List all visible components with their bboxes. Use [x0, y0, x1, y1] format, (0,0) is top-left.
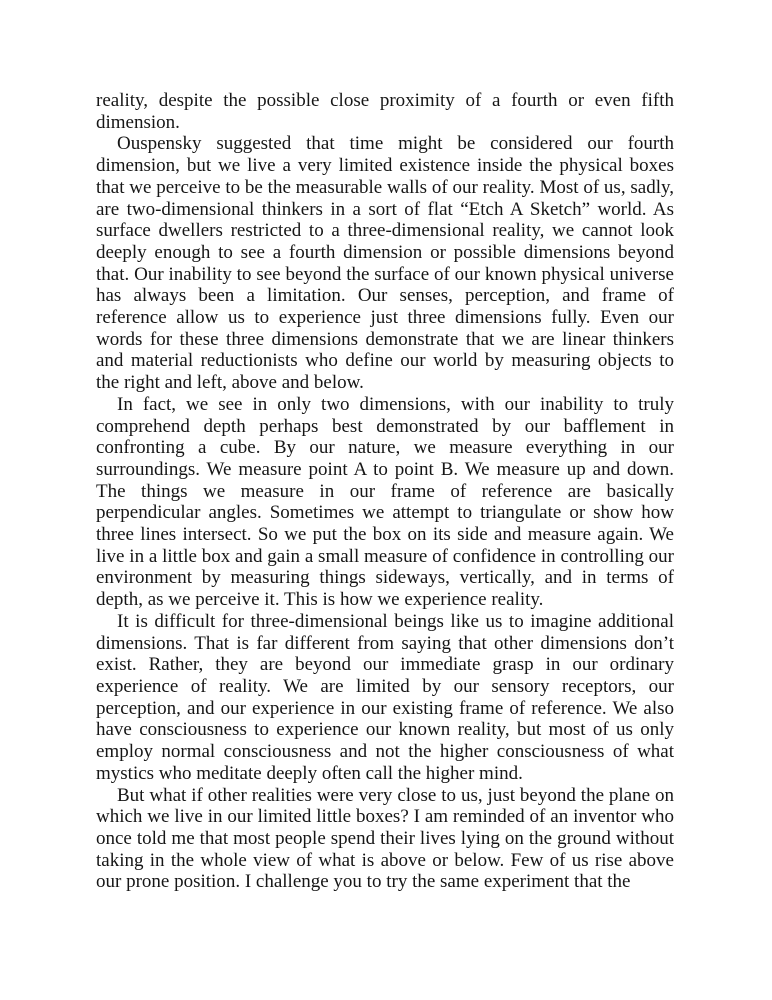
body-text — [96, 90, 674, 893]
paragraph-ouspensky: Ouspensky suggested that time might be considered our fourth dimension, but we live a very limited existence inside the physical boxes that we perceive to be the measurable walls of our reality. Most of us, sadly, are two-dimensional thinkers in a sort of flat “Etch A Sketch” world. As surface dwellers restricted to a three-dimensional reality, we cannot look deeply enough to see a fourth dimension or possible dimensions beyond that. Our inability to see beyond the surface of our known physical universe has always been a limitation. Our senses, perception, and frame of reference allow us to experience just three dimensions fully. Even our words for these three dimensions demonstrate that we are linear thinkers and material reductionists who define our world by measuring objects to the right and left, above and below. — [96, 133, 674, 394]
paragraph-continuation: reality, despite the possible close proximity of a fourth or even fifth dimension. — [96, 90, 674, 133]
paragraph-two-dimensions: In fact, we see in only two dimensions, with our inability to truly comprehend depth perhaps best demonstrated by our bafflement in confronting a cube. By our nature, we measure everything in our surroundings. We measure point A to point B. We measure up and down. The things we measure in our frame of reference are basically perpendicular angles. Sometimes we attempt to triangulate or show how three lines intersect. So we put the box on its side and measure again. We live in a little box and gain a small measure of confidence in controlling our environment by measuring things sideways, vertically, and in terms of depth, as we perceive it. This is how we experience reality. — [96, 393, 674, 611]
paragraph-other-realities: But what if other realities were very close to us, just beyond the plane on which we live in our limited little boxes? I am reminded of an inventor who once told me that most people spend their lives lying on the ground without taking in the whole view of what is above or below. Few of us rise above our prone position. I challenge you to try the same experiment that the — [96, 784, 674, 893]
paragraph-three-dimensional-beings: It is difficult for three-dimensional beings like us to imagine additional dimensions. That is far different from saying that other dimensions don’t exist. Rather, they are beyond our immediate grasp in our ordinary experience of reality. We are limited by our sensory receptors, our perception, and our experience in our existing frame of reference. We also have consciousness to experience our known reality, but most of us only employ normal consciousness and not the higher consciousness of what mystics who meditate deeply often call the higher mind. — [96, 610, 674, 784]
